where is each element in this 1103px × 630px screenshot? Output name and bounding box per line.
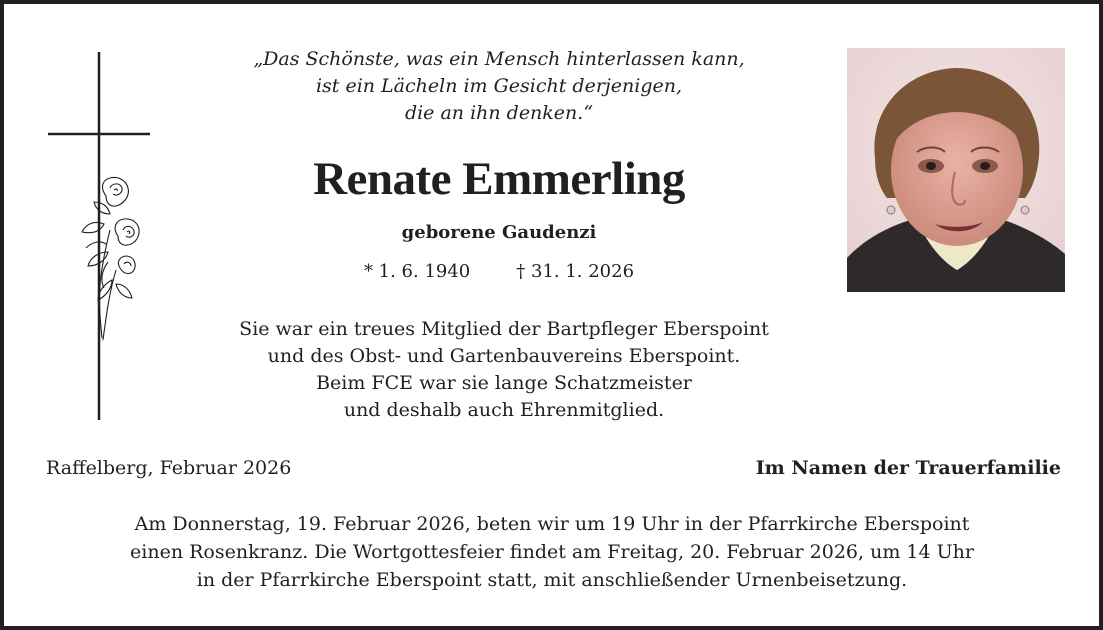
deceased-name: Renate Emmerling (313, 153, 685, 205)
quote-line: „Das Schönste, was ein Mensch hinterlassen kann, (253, 48, 745, 70)
place-and-date: Raffelberg, Februar 2026 (46, 457, 292, 479)
cross-with-roses-icon (46, 48, 150, 420)
quote-line: die an ihn denken.“ (404, 102, 594, 124)
birth-date: * 1. 6. 1940 (363, 261, 471, 282)
biography-text (154, 316, 854, 424)
death-date: † 31. 1. 2026 (516, 261, 635, 282)
bio-line: Sie war ein treues Mitglied der Bartpfleger Eberspoint (239, 318, 769, 340)
quote-line: ist ein Lächeln im Gesicht derjenigen, (315, 75, 683, 97)
maiden-name: geborene Gaudenzi (401, 222, 597, 243)
bio-line: Beim FCE war sie lange Schatzmeister (316, 372, 692, 394)
funeral-notice (42, 510, 1062, 594)
family-signature: Im Namen der Trauerfamilie (755, 457, 1061, 479)
notice-line: in der Pfarrkirche Eberspoint statt, mit anschließender Urnenbeisetzung. (196, 569, 908, 591)
notice-line: einen Rosenkranz. Die Wortgottesfeier findet am Freitag, 20. Februar 2026, um 14 Uhr (130, 541, 974, 563)
bio-line: und des Obst- und Gartenbauvereins Eberspoint. (267, 345, 741, 367)
bio-line: und deshalb auch Ehrenmitglied. (343, 399, 665, 421)
portrait-photo (847, 48, 1065, 292)
memorial-quote (154, 46, 844, 127)
life-dates (154, 260, 844, 284)
notice-line: Am Donnerstag, 19. Februar 2026, beten wir um 19 Uhr in der Pfarrkirche Eberspoint (134, 513, 970, 535)
